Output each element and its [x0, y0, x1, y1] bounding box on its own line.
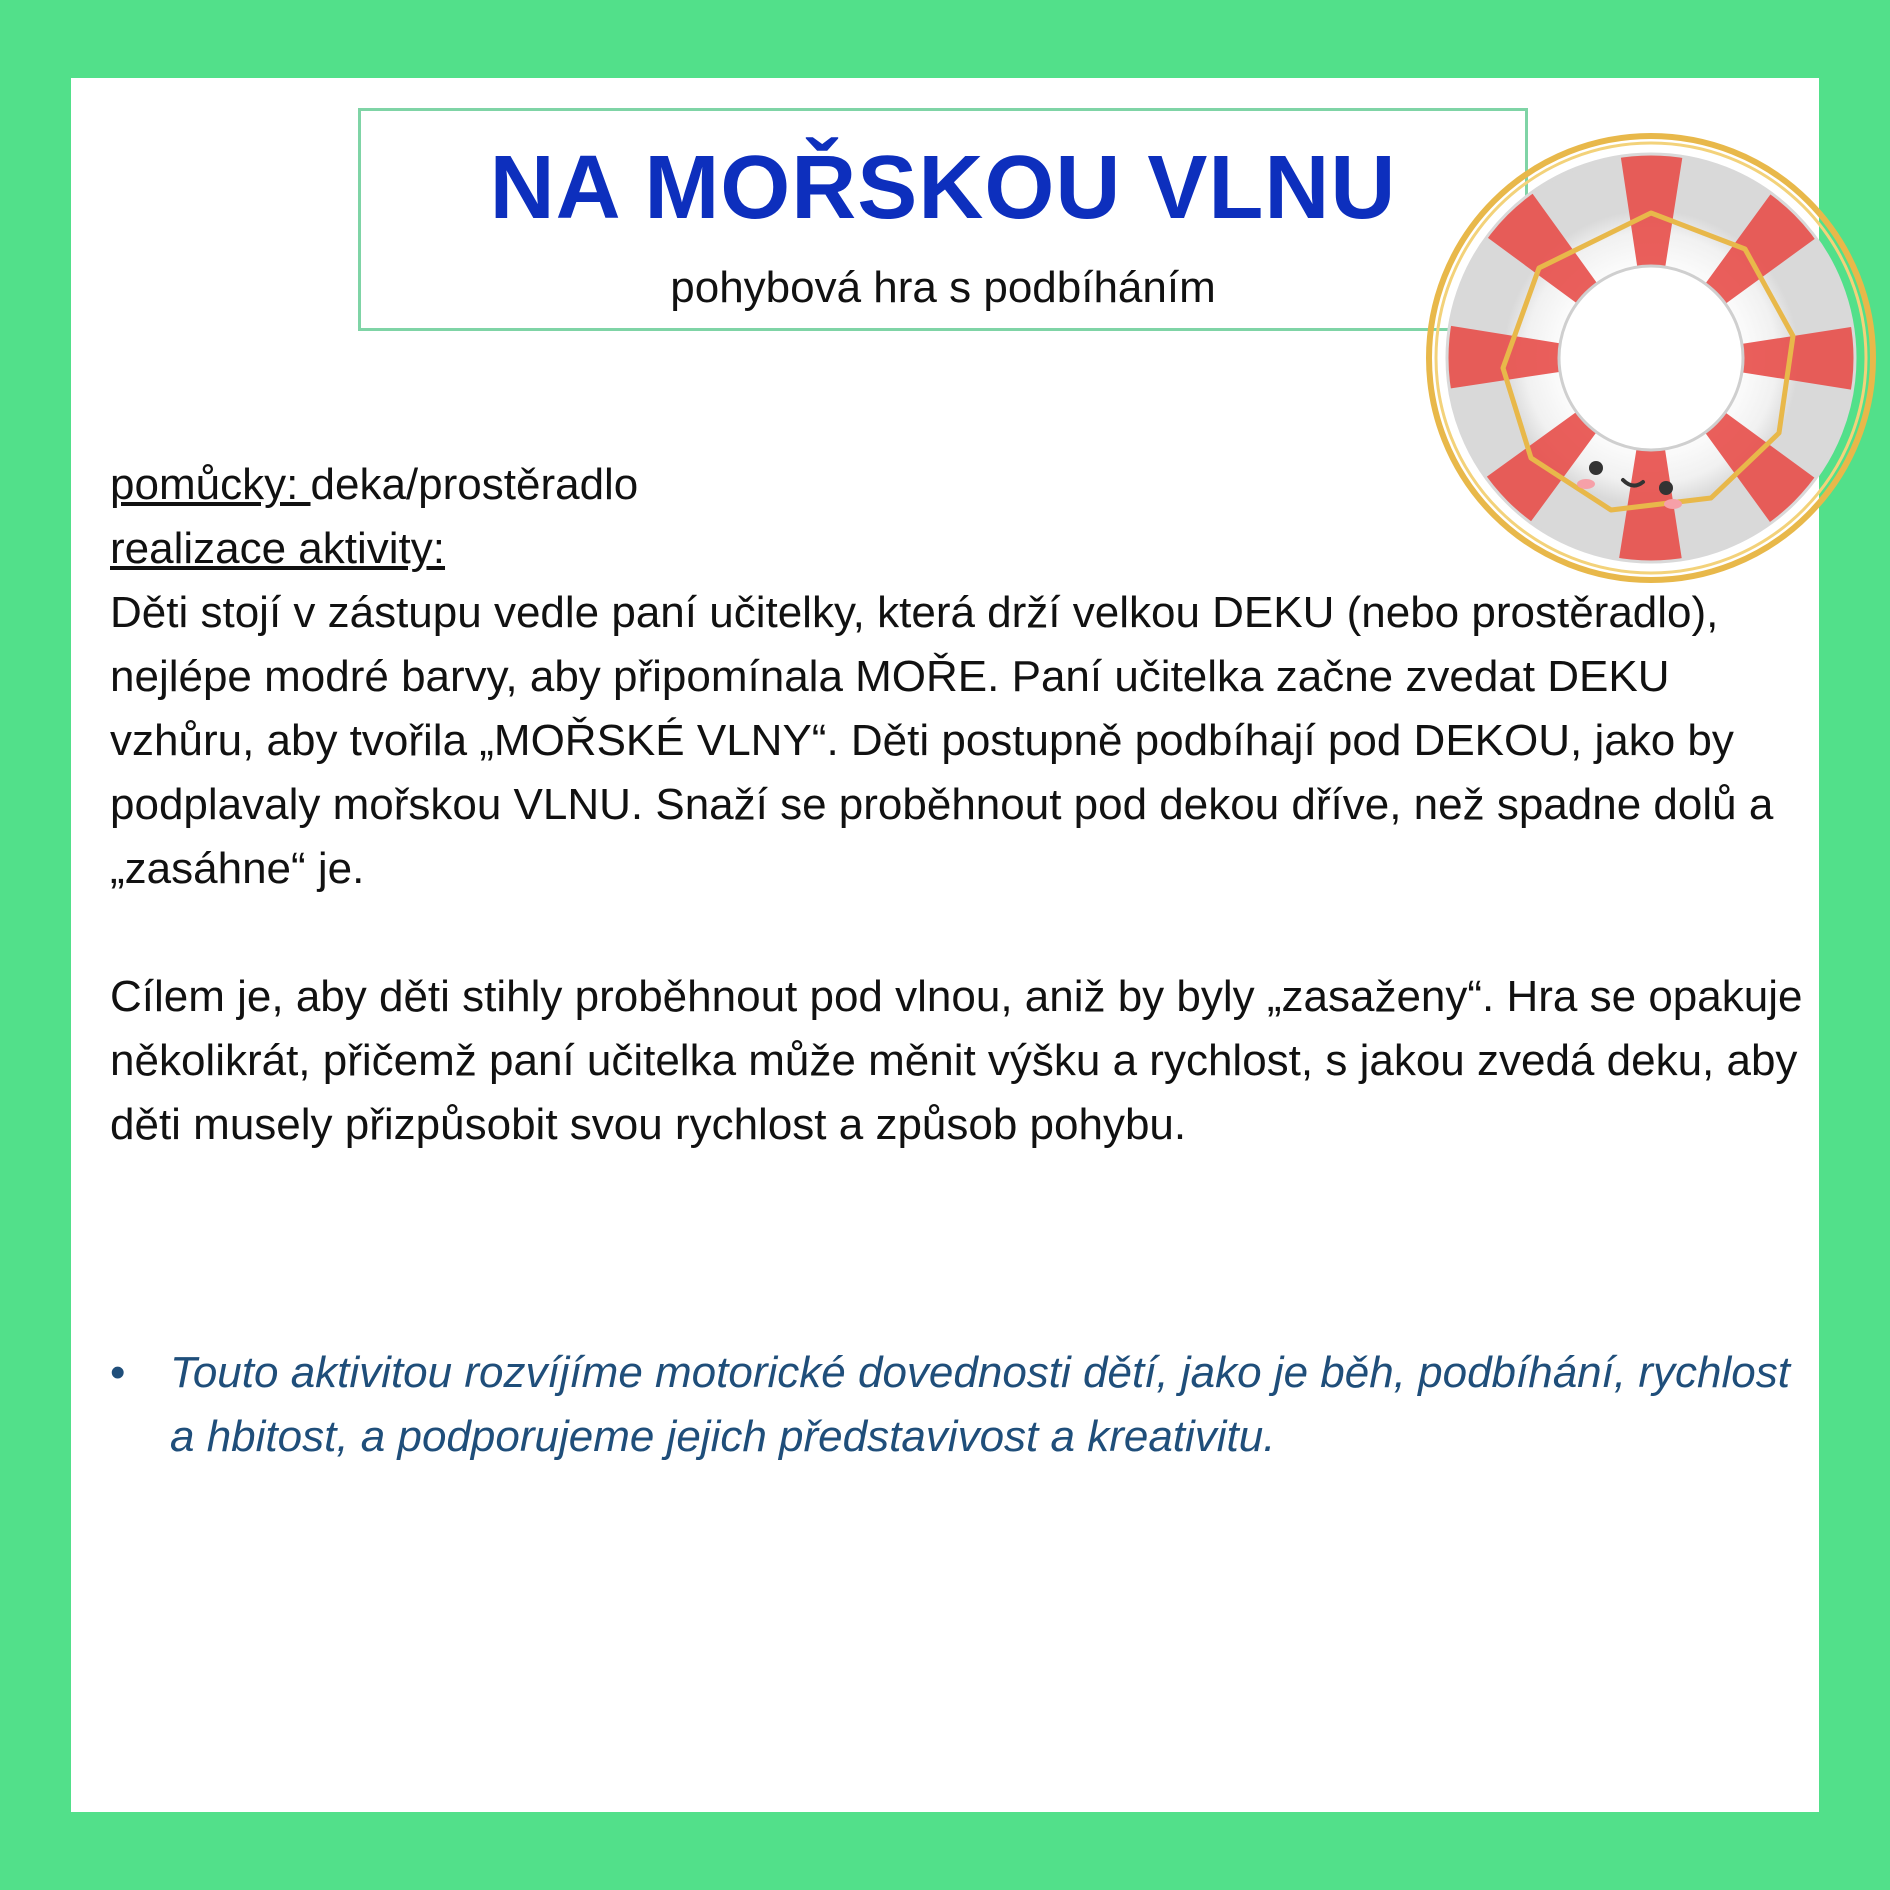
realization-label: realizace aktivity:	[110, 524, 446, 573]
page-title: NA MOŘSKOU VLNU	[489, 138, 1397, 238]
realization-heading	[110, 517, 1810, 581]
benefit-note	[110, 1341, 1790, 1469]
activity-description	[110, 453, 1810, 1157]
instructions-paragraph: Děti stojí v zástupu vedle paní učitelky, která drží velkou DEKU (nebo prostěradlo), nejlépe modré barvy, aby připomínala MOŘE. Paní učitelka začne zvedat DEKU vzhůru, aby tvořila „MOŘSKÉ VLNY“. Děti postupně podbíhají pod DEKOU, jako by podplavaly mořskou VLNU. Snaží se proběhnout pod dekou dříve, než spadne dolů a „zasáhne“ je.	[110, 588, 1774, 893]
materials-line	[110, 453, 1810, 517]
page-subtitle: pohybová hra s podbíháním	[670, 263, 1216, 312]
materials-value: deka/prostěradlo	[310, 460, 639, 509]
materials-label: pomůcky:	[110, 460, 311, 509]
activity-card	[71, 78, 1819, 1812]
benefit-text: Touto aktivitou rozvíjíme motorické dovednosti dětí, jako je běh, podbíhání, rychlost a hbitost, a podporujeme jejich představivost a kreativitu.	[170, 1348, 1790, 1461]
bullet-icon: •	[110, 1348, 126, 1397]
title-box	[358, 108, 1528, 331]
spacer	[110, 901, 1810, 965]
goal-paragraph: Cílem je, aby děti stihly proběhnout pod vlnou, aniž by byly „zasaženy“. Hra se opakuje několikrát, přičemž paní učitelka může měnit výšku a rychlost, s jakou zvedá deku, aby děti musely přizpůsobit svou rychlost a způsob pohybu.	[110, 972, 1803, 1149]
